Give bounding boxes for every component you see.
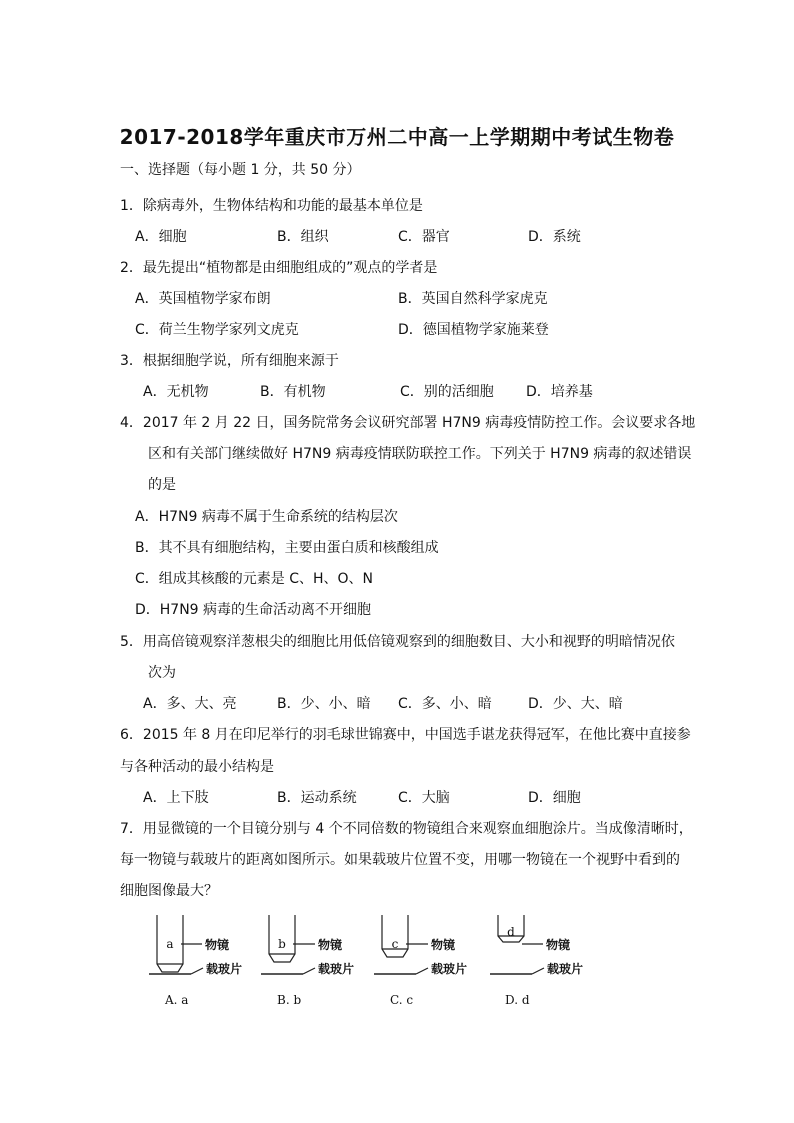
q6-option-b[interactable]: B．运动系统: [277, 790, 357, 806]
question-5-stem-line-2: 次为: [148, 665, 176, 681]
question-7-stem-line-3: 细胞图像最大？: [120, 883, 218, 899]
q1-option-b[interactable]: B．组织: [277, 229, 329, 245]
q4-option-b[interactable]: B．其不具有细胞结构，主要由蛋白质和核酸组成: [135, 540, 439, 556]
lens-b-diagram: [261, 915, 315, 974]
q4-option-c[interactable]: C．组成其核酸的元素是 C、H、O、N: [135, 571, 374, 587]
q1-option-a[interactable]: A．细胞: [135, 229, 187, 245]
lens-b-letter: b: [278, 937, 286, 951]
q2-option-c[interactable]: C．荷兰生物学家列文虎克: [135, 322, 299, 338]
q4-option-a[interactable]: A．H7N9 病毒不属于生命系统的结构层次: [135, 509, 398, 525]
question-2-stem: 2．最先提出“植物都是由细胞组成的”观点的学者是: [120, 260, 438, 276]
question-3-stem: 3．根据细胞学说，所有细胞来源于: [120, 353, 339, 369]
lens-d-label: 物镜: [546, 938, 571, 952]
q3-option-d[interactable]: D．培养基: [526, 384, 593, 400]
objective-lens-figure: [145, 912, 605, 1012]
q5-option-c[interactable]: C．多、小、暗: [398, 696, 492, 712]
question-7-stem-line-2: 每一物镜与载玻片的距离如图所示。如果载玻片位置不变，用哪一物镜在一个视野中看到的: [120, 852, 680, 868]
lens-d-diagram: [490, 915, 544, 974]
question-4-stem-line-1: 4．2017 年 2 月 22 日，国务院常务会议研究部署 H7N9 病毒疫情防控工作。会议要求各地: [120, 415, 696, 431]
q5-option-d[interactable]: D．少、大、暗: [528, 696, 623, 712]
q2-option-a[interactable]: A．英国植物学家布朗: [135, 291, 271, 307]
page-title: 2017-2018学年重庆市万州二中高一上学期期中考试生物卷: [119, 125, 675, 149]
q6-option-d[interactable]: D．细胞: [528, 790, 581, 806]
q2-option-d[interactable]: D．德国植物学家施莱登: [398, 322, 549, 338]
question-4-stem-line-2: 区和有关部门继续做好 H7N9 病毒疫情联防联控工作。下列关于 H7N9 病毒的叙述错误: [148, 446, 692, 462]
caption-a: A. a: [165, 993, 189, 1007]
q6-option-c[interactable]: C．大脑: [398, 790, 450, 806]
slide-c-label: 载玻片: [431, 962, 468, 976]
lens-c-diagram: [374, 915, 428, 974]
question-7-stem-line-1: 7．用显微镜的一个目镜分别与 4 个不同倍数的物镜组合来观察血细胞涂片。当成像清晰时，: [120, 821, 693, 837]
question-1-stem: 1．除病毒外，生物体结构和功能的最基本单位是: [120, 198, 423, 214]
q3-option-a[interactable]: A．无机物: [143, 384, 209, 400]
slide-b-label: 载玻片: [318, 962, 355, 976]
slide-a-label: 载玻片: [206, 962, 243, 976]
q6-option-a[interactable]: A．上下肢: [143, 790, 209, 806]
question-6-stem-line-2: 与各种活动的最小结构是: [120, 759, 274, 775]
section-heading: 一、选择题（每小题 1 分，共 50 分）: [120, 162, 361, 178]
q3-option-b[interactable]: B．有机物: [260, 384, 326, 400]
question-5-stem-line-1: 5．用高倍镜观察洋葱根尖的细胞比用低倍镜观察到的细胞数目、大小和视野的明暗情况依: [120, 634, 675, 650]
caption-d: D. d: [505, 993, 530, 1007]
caption-c: C. c: [390, 993, 414, 1007]
q5-option-b[interactable]: B．少、小、暗: [277, 696, 371, 712]
q3-option-c[interactable]: C．别的活细胞: [400, 384, 494, 400]
caption-b: B. b: [277, 993, 302, 1007]
lens-c-label: 物镜: [431, 938, 456, 952]
question-6-stem-line-1: 6．2015 年 8 月在印尼举行的羽毛球世锦赛中，中国选手谌龙获得冠军，在他比赛中直接参: [120, 727, 691, 743]
q2-option-b[interactable]: B．英国自然科学家虎克: [398, 291, 548, 307]
q4-option-d[interactable]: D．H7N9 病毒的生命活动离不开细胞: [135, 602, 372, 618]
lens-d-letter: d: [507, 925, 515, 939]
question-4-stem-line-3: 的是: [148, 477, 176, 493]
q1-option-d[interactable]: D．系统: [528, 229, 581, 245]
lens-c-letter: c: [391, 937, 399, 951]
lens-a-diagram: [149, 915, 203, 974]
lens-a-label: 物镜: [205, 938, 230, 952]
lens-b-label: 物镜: [318, 938, 343, 952]
slide-d-label: 载玻片: [547, 962, 584, 976]
q1-option-c[interactable]: C．器官: [398, 229, 450, 245]
lens-a-letter: a: [166, 937, 174, 951]
q5-option-a[interactable]: A．多、大、亮: [143, 696, 237, 712]
